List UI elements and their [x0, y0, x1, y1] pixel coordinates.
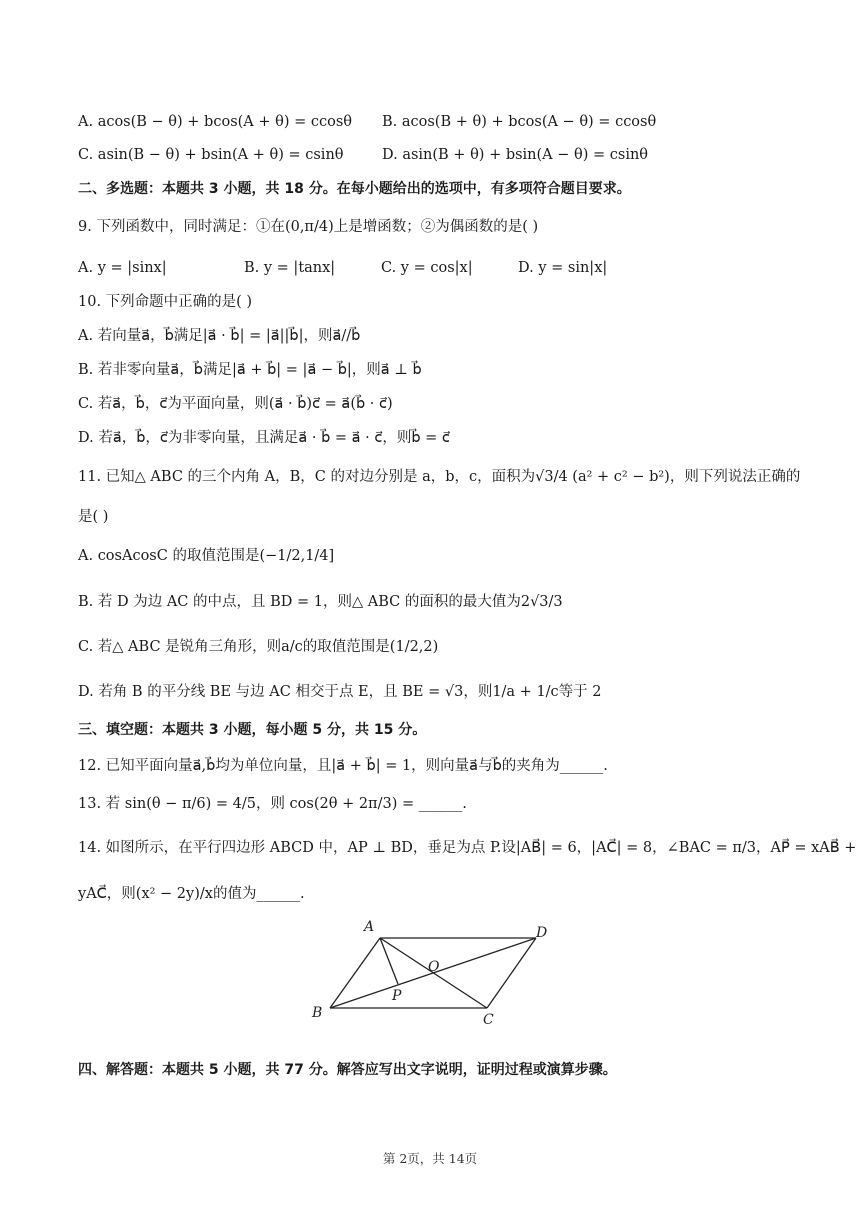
label-d: D [536, 925, 548, 941]
label-p: P [392, 988, 402, 1004]
q13-text: 13. 若 sin(θ − π/6) = 4/5，则 cos(2θ + 2π/3) = ______. [78, 796, 467, 812]
q11-option-a: A. cosAcosC 的取值范围是(−1/2,1/4] [78, 548, 335, 564]
edge-ab [330, 938, 380, 1008]
q11-stem-line2: 是( ) [78, 509, 109, 525]
q12-text: 12. 已知平面向量a⃗,b⃗均为单位向量，且|a⃗ + b⃗| = 1，则向量a⃗与b⃗的夹角为______. [78, 758, 608, 774]
label-b: B [312, 1005, 323, 1021]
q10-option-c: C. 若a⃗，b⃗，c⃗为平面向量，则(a⃗ · b⃗)c⃗ = a⃗(b⃗ · c⃗) [78, 396, 393, 412]
q9-option-b: B. y = |tanx| [244, 260, 336, 276]
q8-option-d: D. asin(B + θ) + bsin(A − θ) = csinθ [382, 147, 649, 163]
q10-stem: 10. 下列命题中正确的是( ) [78, 294, 253, 310]
q8-option-c: C. asin(B − θ) + bsin(A + θ) = csinθ [78, 147, 344, 163]
section-4-heading: 四、解答题：本题共 5 小题，共 77 分。解答应写出文字说明，证明过程或演算步骤。 [78, 1062, 617, 1078]
q10-option-d: D. 若a⃗，b⃗，c⃗为非零向量，且满足a⃗ · b⃗ = a⃗ · c⃗，则b⃗ = c⃗ [78, 430, 450, 446]
q9-option-a: A. y = |sinx| [78, 260, 167, 276]
q11-stem-line1: 11. 已知△ ABC 的三个内角 A，B，C 的对边分别是 a，b，c，面积为√3/4 (a² + c² − b²)，则下列说法正确的 [78, 469, 801, 485]
parallelogram-figure [300, 916, 560, 1028]
q8-option-a: A. acos(B − θ) + bcos(A + θ) = ccosθ [78, 114, 353, 130]
edge-dc [487, 938, 536, 1008]
label-a: A [364, 919, 375, 935]
label-o: O [428, 959, 440, 975]
segment-ap [380, 938, 398, 984]
q10-option-a: A. 若向量a⃗，b⃗满足|a⃗ · b⃗| = |a⃗||b⃗|，则a⃗//b⃗ [78, 328, 361, 344]
q11-option-c: C. 若△ ABC 是锐角三角形，则a/c的取值范围是(1/2,2) [78, 639, 439, 655]
q9-option-c: C. y = cos|x| [381, 260, 473, 276]
q10-option-b: B. 若非零向量a⃗，b⃗满足|a⃗ + b⃗| = |a⃗ − b⃗|，则a⃗ ⊥ b⃗ [78, 362, 422, 378]
q9-option-d: D. y = sin|x| [518, 260, 608, 276]
label-c: C [483, 1012, 494, 1028]
q11-option-b: B. 若 D 为边 AC 的中点，且 BD = 1，则△ ABC 的面积的最大值为2√3/3 [78, 594, 563, 610]
section-3-heading: 三、填空题：本题共 3 小题，每小题 5 分，共 15 分。 [78, 722, 427, 738]
q9-stem: 9. 下列函数中，同时满足：①在(0,π/4)上是增函数；②为偶函数的是( ) [78, 219, 539, 235]
q11-option-d: D. 若角 B 的平分线 BE 与边 AC 相交于点 E，且 BE = √3，则1/a + 1/c等于 2 [78, 684, 602, 700]
q14-line1: 14. 如图所示，在平行四边形 ABCD 中，AP ⊥ BD，垂足为点 P.设|AB⃗| = 6，|AC⃗| = 8，∠BAC = π/3，AP⃗ = xAB⃗ + [78, 840, 857, 856]
page-footer: 第 2页，共 14页 [382, 1151, 478, 1166]
section-2-heading: 二、多选题：本题共 3 小题，共 18 分。在每小题给出的选项中，有多项符合题目要求。 [78, 181, 631, 197]
q8-option-b: B. acos(B + θ) + bcos(A − θ) = ccosθ [382, 114, 657, 130]
q14-line2: yAC⃗，则(x² − 2y)/x的值为______. [78, 886, 305, 902]
